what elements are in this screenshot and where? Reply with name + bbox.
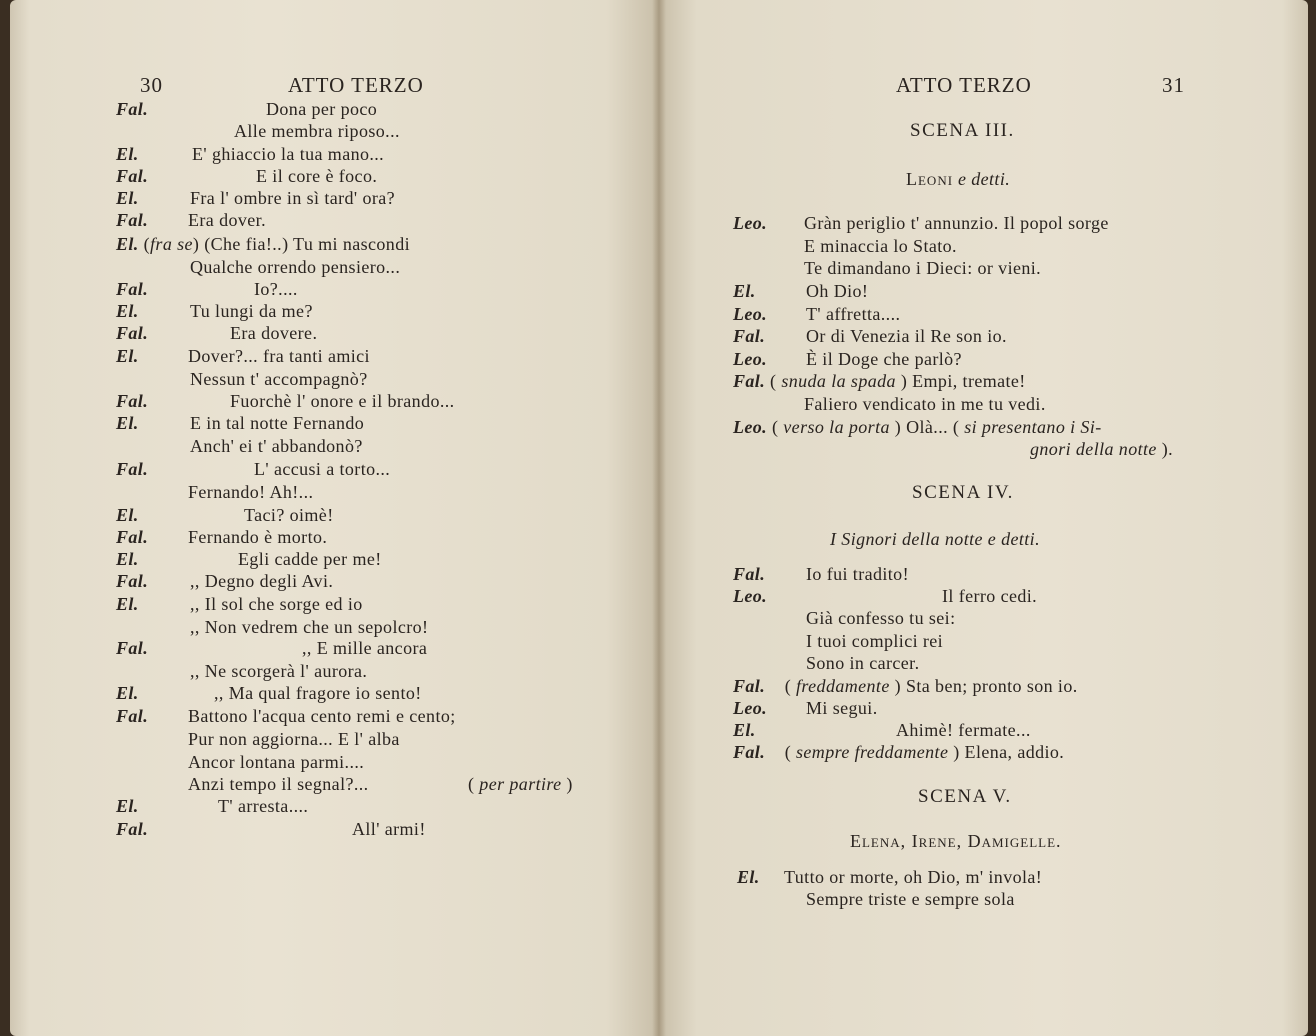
speaker-label: Fal. <box>116 819 149 839</box>
verse-line: E il core è foco. <box>256 166 378 186</box>
verse-line: Il ferro cedi. <box>942 586 1038 606</box>
speaker-label: Fal. <box>116 279 149 299</box>
speaker-label: Fal. <box>116 571 149 591</box>
verse-line: Io?.... <box>254 279 298 299</box>
speaker-label: Leo. <box>733 304 768 324</box>
verse-text: Olà... <box>906 417 948 437</box>
speaker-label: Fal. <box>116 323 149 343</box>
verse-line: Egli cadde per me! <box>238 549 382 569</box>
verse-line-with-direction: Fal. ( snuda la spada ) Empi, tremate! <box>733 371 1026 391</box>
verse-line: Tutto or morte, oh Dio, m' invola! <box>784 867 1043 887</box>
speaker-label: Fal. <box>116 459 149 479</box>
page-number: 31 <box>1162 73 1185 97</box>
verse-line: Era dover. <box>188 210 266 230</box>
speaker-label: Fal. <box>733 742 766 762</box>
speaker-label: Leo. <box>733 698 768 718</box>
speaker-label: Fal. <box>116 706 149 726</box>
verse-line: Fernando è morto. <box>188 527 328 547</box>
verse-line: ,, Ne scorgerà l' aurora. <box>190 661 368 681</box>
verse-line: Te dimandano i Dieci: or vieni. <box>804 258 1042 278</box>
speaker-label: El. <box>116 144 139 164</box>
speaker-label: Leo. <box>733 349 768 369</box>
scene-title: SCENA V. <box>918 786 1012 807</box>
verse-line: Pur non aggiorna... E l' alba <box>188 729 400 749</box>
speaker-label: Fal. <box>733 326 766 346</box>
verse-line: Alle membra riposo... <box>234 121 400 141</box>
verse-line: Oh Dio! <box>806 281 869 301</box>
verse-text: Elena, addio. <box>964 742 1065 762</box>
speaker-label: El. <box>737 867 760 887</box>
speaker-label: El. <box>116 346 139 366</box>
verse-text: Sta ben; pronto son io. <box>905 676 1078 696</box>
verse-line: Ahimè! fermate... <box>896 720 1031 740</box>
speaker-label: El. <box>116 413 139 433</box>
verse-line: Gràn periglio t' annunzio. Il popol sorge <box>804 213 1109 233</box>
cast-name: Leoni <box>906 169 954 189</box>
verse-line: ,, Non vedrem che un sepolcro! <box>190 617 429 637</box>
scene-cast: Elena, Irene, Damigelle. <box>850 831 1062 851</box>
verse-line-with-direction: Fal. ( sempre freddamente ) Elena, addio. <box>733 742 1065 762</box>
cast-rest: e detti. <box>957 169 1011 189</box>
verse-line: L' accusi a torto... <box>254 459 391 479</box>
verse-line: E minaccia lo Stato. <box>804 236 957 256</box>
speaker-label: El. <box>116 234 139 254</box>
page-number: 30 <box>140 73 163 97</box>
scene-cast <box>906 168 1010 190</box>
running-head: ATTO TERZO <box>288 73 424 97</box>
stage-direction: snuda la spada <box>781 371 896 391</box>
verse-line: Dona per poco <box>266 99 378 119</box>
speaker-label: El. <box>116 301 139 321</box>
speaker-label: Fal. <box>116 391 149 411</box>
speaker-label: Leo. <box>733 417 768 437</box>
stage-direction: si presentano i Si- <box>964 417 1102 437</box>
verse-line: Ancor lontana parmi.... <box>188 752 365 772</box>
verse-line: T' arresta.... <box>218 796 309 816</box>
speaker-label: Fal. <box>733 676 766 696</box>
stage-direction-cont: gnori della notte ). <box>1030 439 1173 459</box>
stage-direction: gnori della notte <box>1030 439 1157 459</box>
verse-line: Era dovere. <box>230 323 318 343</box>
verse-line: I tuoi complici rei <box>806 631 944 651</box>
verse-line: Sempre triste e sempre sola <box>806 889 1015 909</box>
speaker-label: El. <box>116 594 139 614</box>
stage-direction-text: per partire <box>479 774 562 794</box>
verse-line: Nessun t' accompagnò? <box>190 369 368 389</box>
speaker-label: Fal. <box>116 638 149 658</box>
stage-direction: sempre freddamente <box>796 742 949 762</box>
speaker-label: El. <box>733 281 756 301</box>
speaker-label: El. <box>733 720 756 740</box>
verse-line: E' ghiaccio la tua mano... <box>192 144 385 164</box>
verse-text: Empi, tremate! <box>912 371 1026 391</box>
speaker-label: El. <box>116 505 139 525</box>
verse-line: Anzi tempo il segnal?... <box>188 774 369 794</box>
stage-direction: freddamente <box>796 676 890 696</box>
verse-text: (Che fia!..) Tu mi nascondi <box>204 234 411 254</box>
speaker-label: Leo. <box>733 213 768 233</box>
verse-line-with-direction: Fal. ( freddamente ) Sta ben; pronto son io. <box>733 676 1078 696</box>
speaker-label: Fal. <box>116 527 149 547</box>
speaker-label: El. <box>116 188 139 208</box>
speaker-label: Fal. <box>733 564 766 584</box>
verse-line: Io fui tradito! <box>806 564 909 584</box>
speaker-label: Leo. <box>733 586 768 606</box>
speaker-label: Fal. <box>733 371 766 391</box>
verse-line-with-direction: El. (fra se) (Che fia!..) Tu mi nascondi <box>116 234 411 254</box>
verse-line: Or di Venezia il Re son io. <box>806 326 1007 346</box>
verse-line: Mi segui. <box>806 698 878 718</box>
verse-line: Tu lungi da me? <box>190 301 313 321</box>
verse-line: E in tal notte Fernando <box>190 413 365 433</box>
verse-line: T' affretta.... <box>806 304 901 324</box>
speaker-label: Fal. <box>116 166 149 186</box>
verse-line: Sono in carcer. <box>806 653 920 673</box>
verse-line: È il Doge che parlò? <box>806 349 962 369</box>
verse-line: ,, E mille ancora <box>302 638 428 658</box>
speaker-label: El. <box>116 549 139 569</box>
verse-line: Taci? oimè! <box>244 505 334 525</box>
speaker-label: Fal. <box>116 210 149 230</box>
running-head: ATTO TERZO <box>896 73 1032 97</box>
verse-line-with-direction: Leo. ( verso la porta ) Olà... ( si presentano i Si- <box>733 417 1102 437</box>
speaker-label: El. <box>116 796 139 816</box>
verse-line: Fuorchè l' onore e il brando... <box>230 391 455 411</box>
verse-line: Qualche orrendo pensiero... <box>190 257 401 277</box>
book-gutter <box>652 0 666 1036</box>
speaker-label: El. <box>116 683 139 703</box>
verse-line: ,, Degno degli Avi. <box>190 571 334 591</box>
verse-line: Dover?... fra tanti amici <box>188 346 370 366</box>
verse-line: ,, Ma qual fragore io sento! <box>214 683 422 703</box>
scene-title: SCENA III. <box>910 120 1015 141</box>
verse-line: Fra l' ombre in sì tard' ora? <box>190 188 396 208</box>
stage-direction: verso la porta <box>783 417 890 437</box>
verse-line: Fernando! Ah!... <box>188 482 314 502</box>
scene-title: SCENA IV. <box>912 482 1014 503</box>
verse-line: Già confesso tu sei: <box>806 608 956 628</box>
verse-line: Faliero vendicato in me tu vedi. <box>804 394 1046 414</box>
verse-line: All' armi! <box>352 819 426 839</box>
speaker-label: Fal. <box>116 99 149 119</box>
verse-line: Battono l'acqua cento remi e cento; <box>188 706 456 726</box>
stage-direction: fra se <box>150 234 193 254</box>
scene-cast: I Signori della notte e detti. <box>830 529 1040 549</box>
verse-line: Anch' ei t' abbandonò? <box>190 436 363 456</box>
verse-line: ,, Il sol che sorge ed io <box>190 594 363 614</box>
stage-direction: ( per partire ) <box>468 774 573 794</box>
